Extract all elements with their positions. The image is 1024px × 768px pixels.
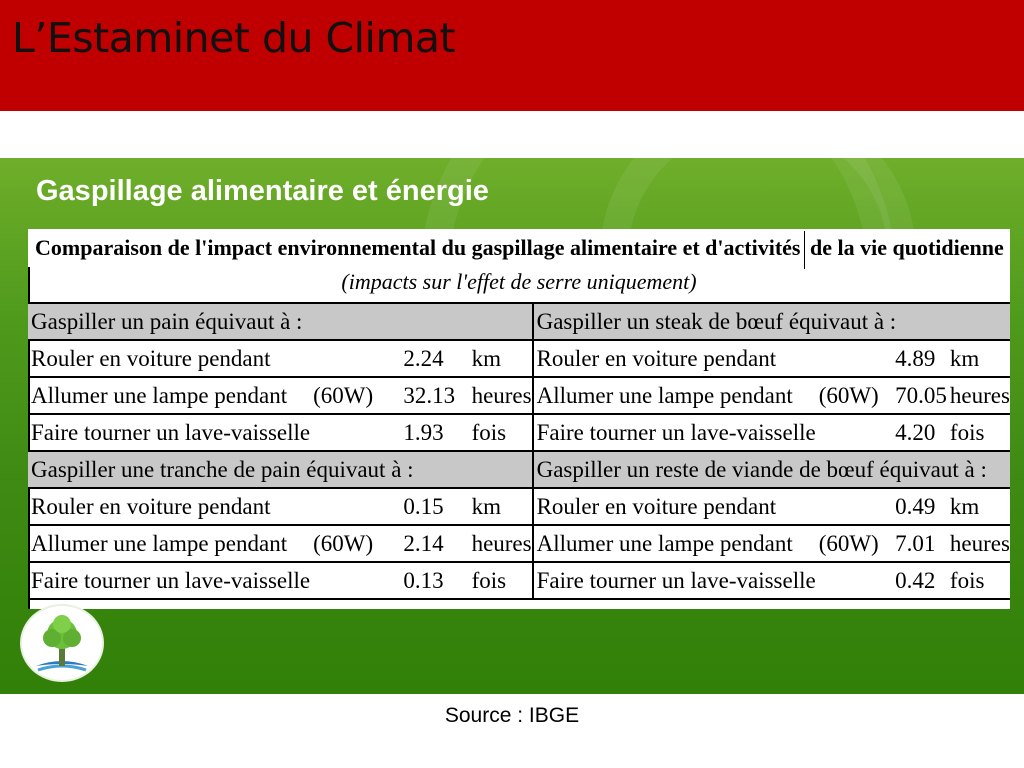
tree-logo-icon — [22, 606, 102, 680]
left-activity: Allumer une lampe pendant — [28, 525, 310, 562]
caption-part-1: Comparaison de l'impact environnemental du gaspillage alimentaire et d'activités — [35, 235, 801, 260]
comparison-table-box — [28, 229, 1010, 609]
slide-title: L’Estaminet du Climat — [12, 14, 456, 62]
left-extra: (60W) — [310, 377, 400, 414]
table-subcaption: (impacts sur l'effet de serre uniquement) — [341, 269, 697, 294]
right-extra: (60W) — [816, 377, 892, 414]
left-unit: fois — [469, 414, 533, 451]
left-section-header: Gaspiller une tranche de pain équivaut à : — [28, 451, 533, 488]
right-activity: Faire tourner un lave-vaisselle — [533, 562, 816, 599]
right-section-header: Gaspiller un reste de viande de bœuf équivaut à : — [533, 451, 1010, 488]
left-value: 0.15 — [400, 488, 468, 525]
table-caption — [28, 229, 1010, 267]
right-activity: Allumer une lampe pendant — [533, 377, 816, 414]
right-unit: heures — [947, 377, 1010, 414]
caption-part-2: de la vie quotidienne — [810, 235, 1004, 260]
panel-heading: Gaspillage alimentaire et énergie — [36, 175, 489, 207]
left-activity: Rouler en voiture pendant — [28, 488, 310, 525]
section-header-row — [28, 303, 1010, 340]
caption-separator — [804, 231, 805, 269]
right-value: 7.01 — [892, 525, 947, 562]
right-extra — [816, 562, 892, 599]
left-activity: Faire tourner un lave-vaisselle — [28, 562, 310, 599]
source-caption: Source : IBGE — [444, 704, 580, 727]
left-extra: (60W) — [310, 525, 400, 562]
left-extra — [310, 488, 400, 525]
left-value: 2.24 — [400, 340, 468, 377]
right-value: 0.42 — [892, 562, 947, 599]
left-extra — [310, 562, 400, 599]
left-activity: Rouler en voiture pendant — [28, 340, 310, 377]
right-value: 0.49 — [892, 488, 947, 525]
comparison-table — [28, 302, 1010, 600]
right-activity: Faire tourner un lave-vaisselle — [533, 414, 816, 451]
right-value: 4.20 — [892, 414, 947, 451]
table-row — [28, 562, 1010, 599]
right-value: 70.05 — [892, 377, 947, 414]
left-unit: fois — [469, 562, 533, 599]
left-extra — [310, 340, 400, 377]
left-value: 32.13 — [400, 377, 468, 414]
right-activity: Allumer une lampe pendant — [533, 525, 816, 562]
right-unit: km — [947, 340, 1010, 377]
left-unit: km — [469, 340, 533, 377]
left-section-header: Gaspiller un pain équivaut à : — [28, 303, 533, 340]
right-extra — [816, 340, 892, 377]
right-value: 4.89 — [892, 340, 947, 377]
table-row — [28, 488, 1010, 525]
left-activity: Allumer une lampe pendant — [28, 377, 310, 414]
table-row — [28, 414, 1010, 451]
right-section-header: Gaspiller un steak de bœuf équivaut à : — [533, 303, 1010, 340]
right-activity: Rouler en voiture pendant — [533, 488, 816, 525]
right-extra — [816, 414, 892, 451]
right-unit: km — [947, 488, 1010, 525]
left-unit: heures — [469, 377, 533, 414]
section-header-row — [28, 451, 1010, 488]
left-value: 0.13 — [400, 562, 468, 599]
left-value: 2.14 — [400, 525, 468, 562]
table-row — [28, 377, 1010, 414]
table-row — [28, 525, 1010, 562]
right-extra — [816, 488, 892, 525]
left-value: 1.93 — [400, 414, 468, 451]
left-unit: heures — [469, 525, 533, 562]
right-unit: fois — [947, 562, 1010, 599]
table-row — [28, 340, 1010, 377]
right-unit: fois — [947, 414, 1010, 451]
right-activity: Rouler en voiture pendant — [533, 340, 816, 377]
tree-logo-graphic — [22, 606, 102, 680]
right-extra: (60W) — [816, 525, 892, 562]
left-extra — [310, 414, 400, 451]
right-unit: heures — [947, 525, 1010, 562]
left-activity: Faire tourner un lave-vaisselle — [28, 414, 310, 451]
left-unit: km — [469, 488, 533, 525]
